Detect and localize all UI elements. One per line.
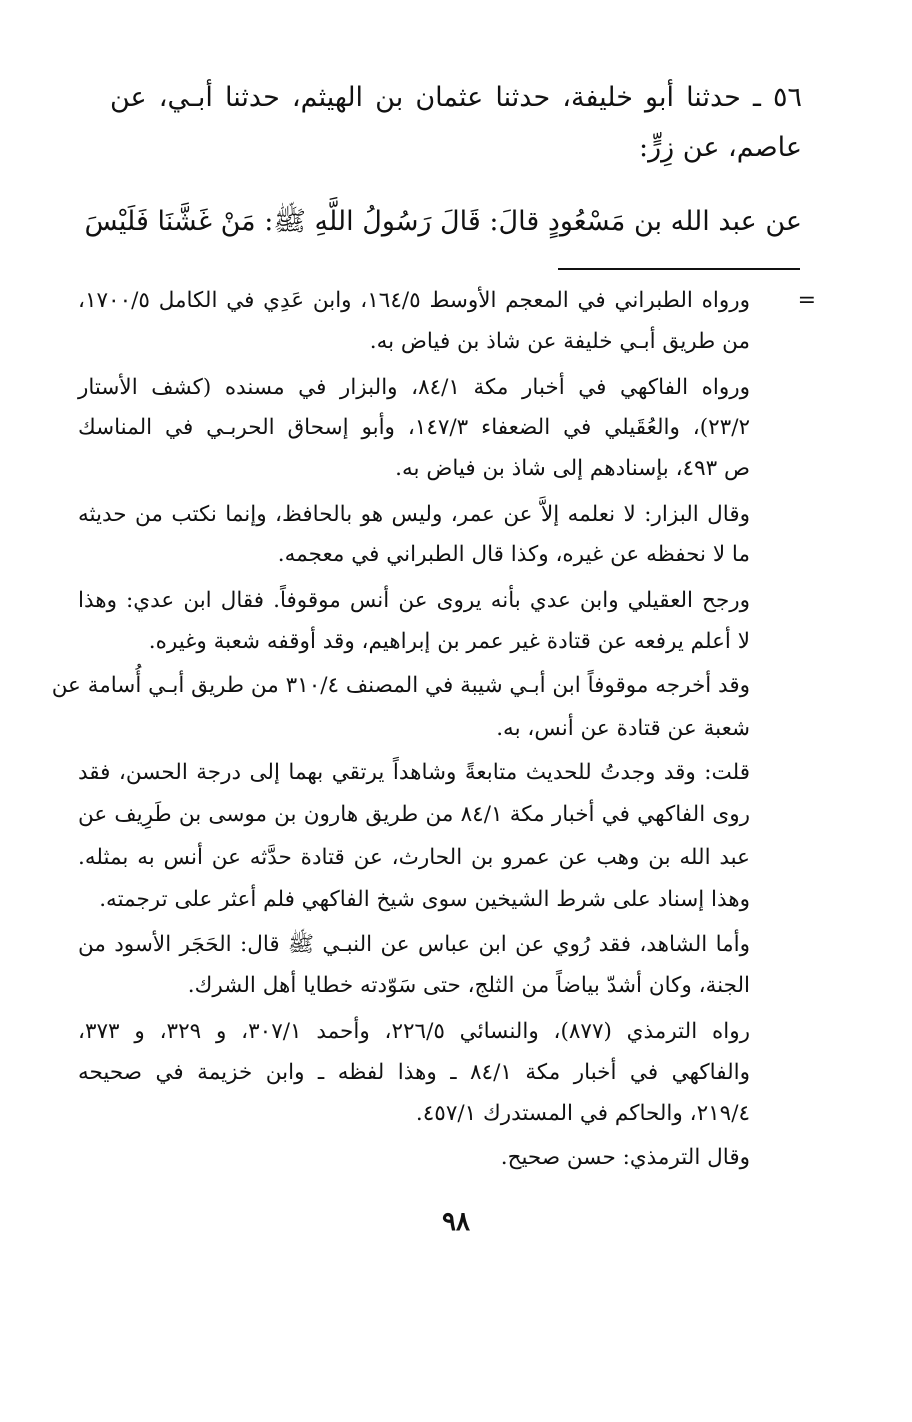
page-number: ٩٨ xyxy=(442,1207,470,1237)
footnote-line: ٢٣/٢)، والعُقَيلي في الضعفاء ١٤٧/٣، وأبو إسحاق الحربـي في المناسك xyxy=(78,415,750,440)
footnote-line: والفاكهي في أخبار مكة ٨٤/١ ـ وهذا لفظه ـ وابن خزيمة في صحيحه xyxy=(78,1060,750,1085)
footnote-line: عبد الله بن وهب عن عمرو بن الحارث، عن قتادة حدَّثه عن أنس به بمثله. xyxy=(78,845,750,870)
footnote-line: ما لا نحفظه عن غيره، وكذا قال الطبراني في معجمه. xyxy=(277,542,750,567)
footnote-continuation-marker: = xyxy=(797,288,816,313)
footnote-line: قلت: وقد وجدتُ للحديث متابعةً وشاهداً يرتقي بهما إلى درجة الحسن، فقد xyxy=(78,760,750,785)
footnote-line: وهذا إسناد على شرط الشيخين سوى شيخ الفاكهي فلم أعثر على ترجمته. xyxy=(99,887,750,912)
footnote-line: من طريق أبـي خليفة عن شاذ بن فياض به. xyxy=(369,329,750,354)
footnote-line: رواه الترمذي (٨٧٧)، والنسائي ٢٢٦/٥، وأحمد ٣٠٧/١، و ٣٢٩، و ٣٧٣، xyxy=(78,1019,750,1044)
footnote-line: ص ٤٩٣، بإسنادهم إلى شاذ بن فياض به. xyxy=(395,456,750,481)
footnote-line: روى الفاكهي في أخبار مكة ٨٤/١ من طريق هارون بن موسى بن طَرِيف عن xyxy=(78,802,750,827)
hadith-matn-line: عن عبد الله بن مَسْعُودٍ قالَ: قَالَ رَسُولُ اللَّهِ ﷺ: مَنْ غَشَّنَا فَلَيْسَ xyxy=(84,206,802,237)
footnote-line: لا أعلم يرفعه عن قتادة غير عمر بن إبراهيم، وقد أوقفه شعبة وغيره. xyxy=(148,629,750,654)
footnote-line: وقد أخرجه موقوفاً ابن أبـي شيبة في المصنف ٣١٠/٤ من طريق أبـي أُسامة عن xyxy=(51,673,750,698)
footnote-line: وقال الترمذي: حسن صحيح. xyxy=(500,1145,750,1170)
footnote-line: الجنة، وكان أشدّ بياضاً من الثلج، حتى سَوّدته خطايا أهل الشرك. xyxy=(187,973,750,998)
footnote-separator xyxy=(558,268,800,270)
footnote-line: ورواه الطبراني في المعجم الأوسط ١٦٤/٥، وابن عَدِي في الكامل ١٧٠٠/٥، xyxy=(78,288,750,313)
hadith-line-2: عاصم، عن زِرٍّ: xyxy=(639,132,802,163)
footnote-line: ورواه الفاكهي في أخبار مكة ٨٤/١، والبزار في مسنده (كشف الأستار xyxy=(78,375,750,400)
footnote-line: ورجح العقيلي وابن عدي بأنه يروى عن أنس موقوفاً. فقال ابن عدي: وهذا xyxy=(78,588,750,613)
footnote-line: وقال البزار: لا نعلمه إلاَّ عن عمر، وليس هو بالحافظ، وإنما نكتب من حديثه xyxy=(78,502,750,527)
footnote-line: وأما الشاهد، فقد رُوي عن ابن عباس عن النبـي ﷺ قال: الحَجَر الأسود من xyxy=(78,932,750,957)
footnote-line: شعبة عن قتادة عن أنس، به. xyxy=(496,716,750,741)
hadith-line-1: ٥٦ ـ حدثنا أبو خليفة، حدثنا عثمان بن الهيثم، حدثنا أبـي، عن xyxy=(110,82,802,113)
footnote-line: ٢١٩/٤، والحاكم في المستدرك ٤٥٧/١. xyxy=(415,1101,750,1126)
